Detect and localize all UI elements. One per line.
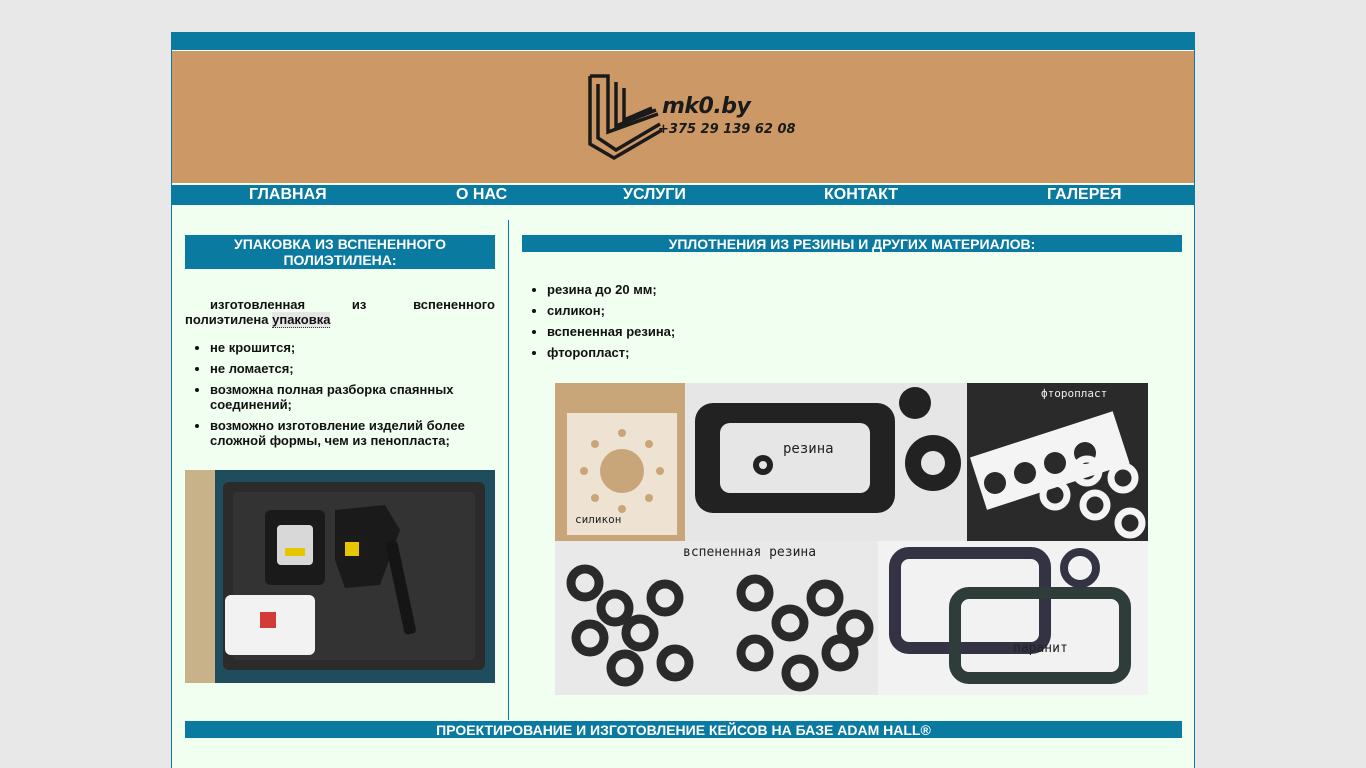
photo-label-ptfe: фторопласт	[1041, 387, 1108, 400]
logo-phone: +375 29 139 62 08	[658, 122, 796, 137]
photo-label-rubber: резина	[783, 441, 834, 457]
seal-materials-list	[522, 282, 947, 366]
column-divider	[508, 220, 509, 720]
list-item: • фторопласт;	[547, 345, 947, 360]
packaging-intro	[185, 297, 495, 327]
packaging-features-list	[185, 340, 495, 454]
top-bar	[172, 32, 1194, 50]
list-item: • возможна полная разборка спаянных соединений;	[210, 382, 495, 412]
nav-item-gallery[interactable]: ГАЛЕРЕЯ	[1047, 186, 1122, 203]
cases-section-title: ПРОЕКТИРОВАНИЕ И ИЗГОТОВЛЕНИЕ КЕЙСОВ НА БАЗЕ ADAM HALL®	[185, 721, 1182, 738]
page-container	[171, 32, 1195, 768]
main-nav	[172, 185, 1194, 205]
site-header	[172, 51, 1194, 183]
nav-item-contact[interactable]: КОНТАКТ	[824, 186, 899, 203]
list-item: • возможно изготовление изделий более сложной формы, чем из пенопласта;	[210, 418, 495, 448]
logo-text: mk0.by	[662, 94, 751, 119]
foam-case-photo	[185, 470, 495, 683]
photo-label-silicone: силикон	[575, 513, 622, 526]
list-item: • резина до 20 мм;	[547, 282, 947, 297]
nav-item-about[interactable]: О НАС	[456, 186, 508, 203]
list-item: • не крошится;	[210, 340, 495, 355]
nav-item-home[interactable]: ГЛАВНАЯ	[249, 186, 327, 203]
packaging-keyword-link[interactable]: упаковка	[272, 312, 331, 327]
seals-section-title: УПЛОТНЕНИЯ ИЗ РЕЗИНЫ И ДРУГИХ МАТЕРИАЛОВ:	[522, 235, 1182, 252]
site-logo[interactable]	[586, 74, 796, 164]
seals-photo	[555, 383, 1148, 695]
nav-item-services[interactable]: УСЛУГИ	[623, 186, 686, 203]
packaging-section-title: УПАКОВКА ИЗ ВСПЕНЕННОГО ПОЛИЭТИЛЕНА:	[185, 235, 495, 269]
list-item: • вспененная резина;	[547, 324, 947, 339]
list-item: • силикон;	[547, 303, 947, 318]
photo-label-foam-rubber: вспененная резина	[683, 545, 817, 560]
list-item: • не ломается;	[210, 361, 495, 376]
photo-label-paronite: паранит	[1013, 641, 1068, 656]
packaging-intro-text: изготовленная из вспененного полиэтилена	[185, 297, 495, 327]
logo-mark-icon	[586, 74, 666, 164]
